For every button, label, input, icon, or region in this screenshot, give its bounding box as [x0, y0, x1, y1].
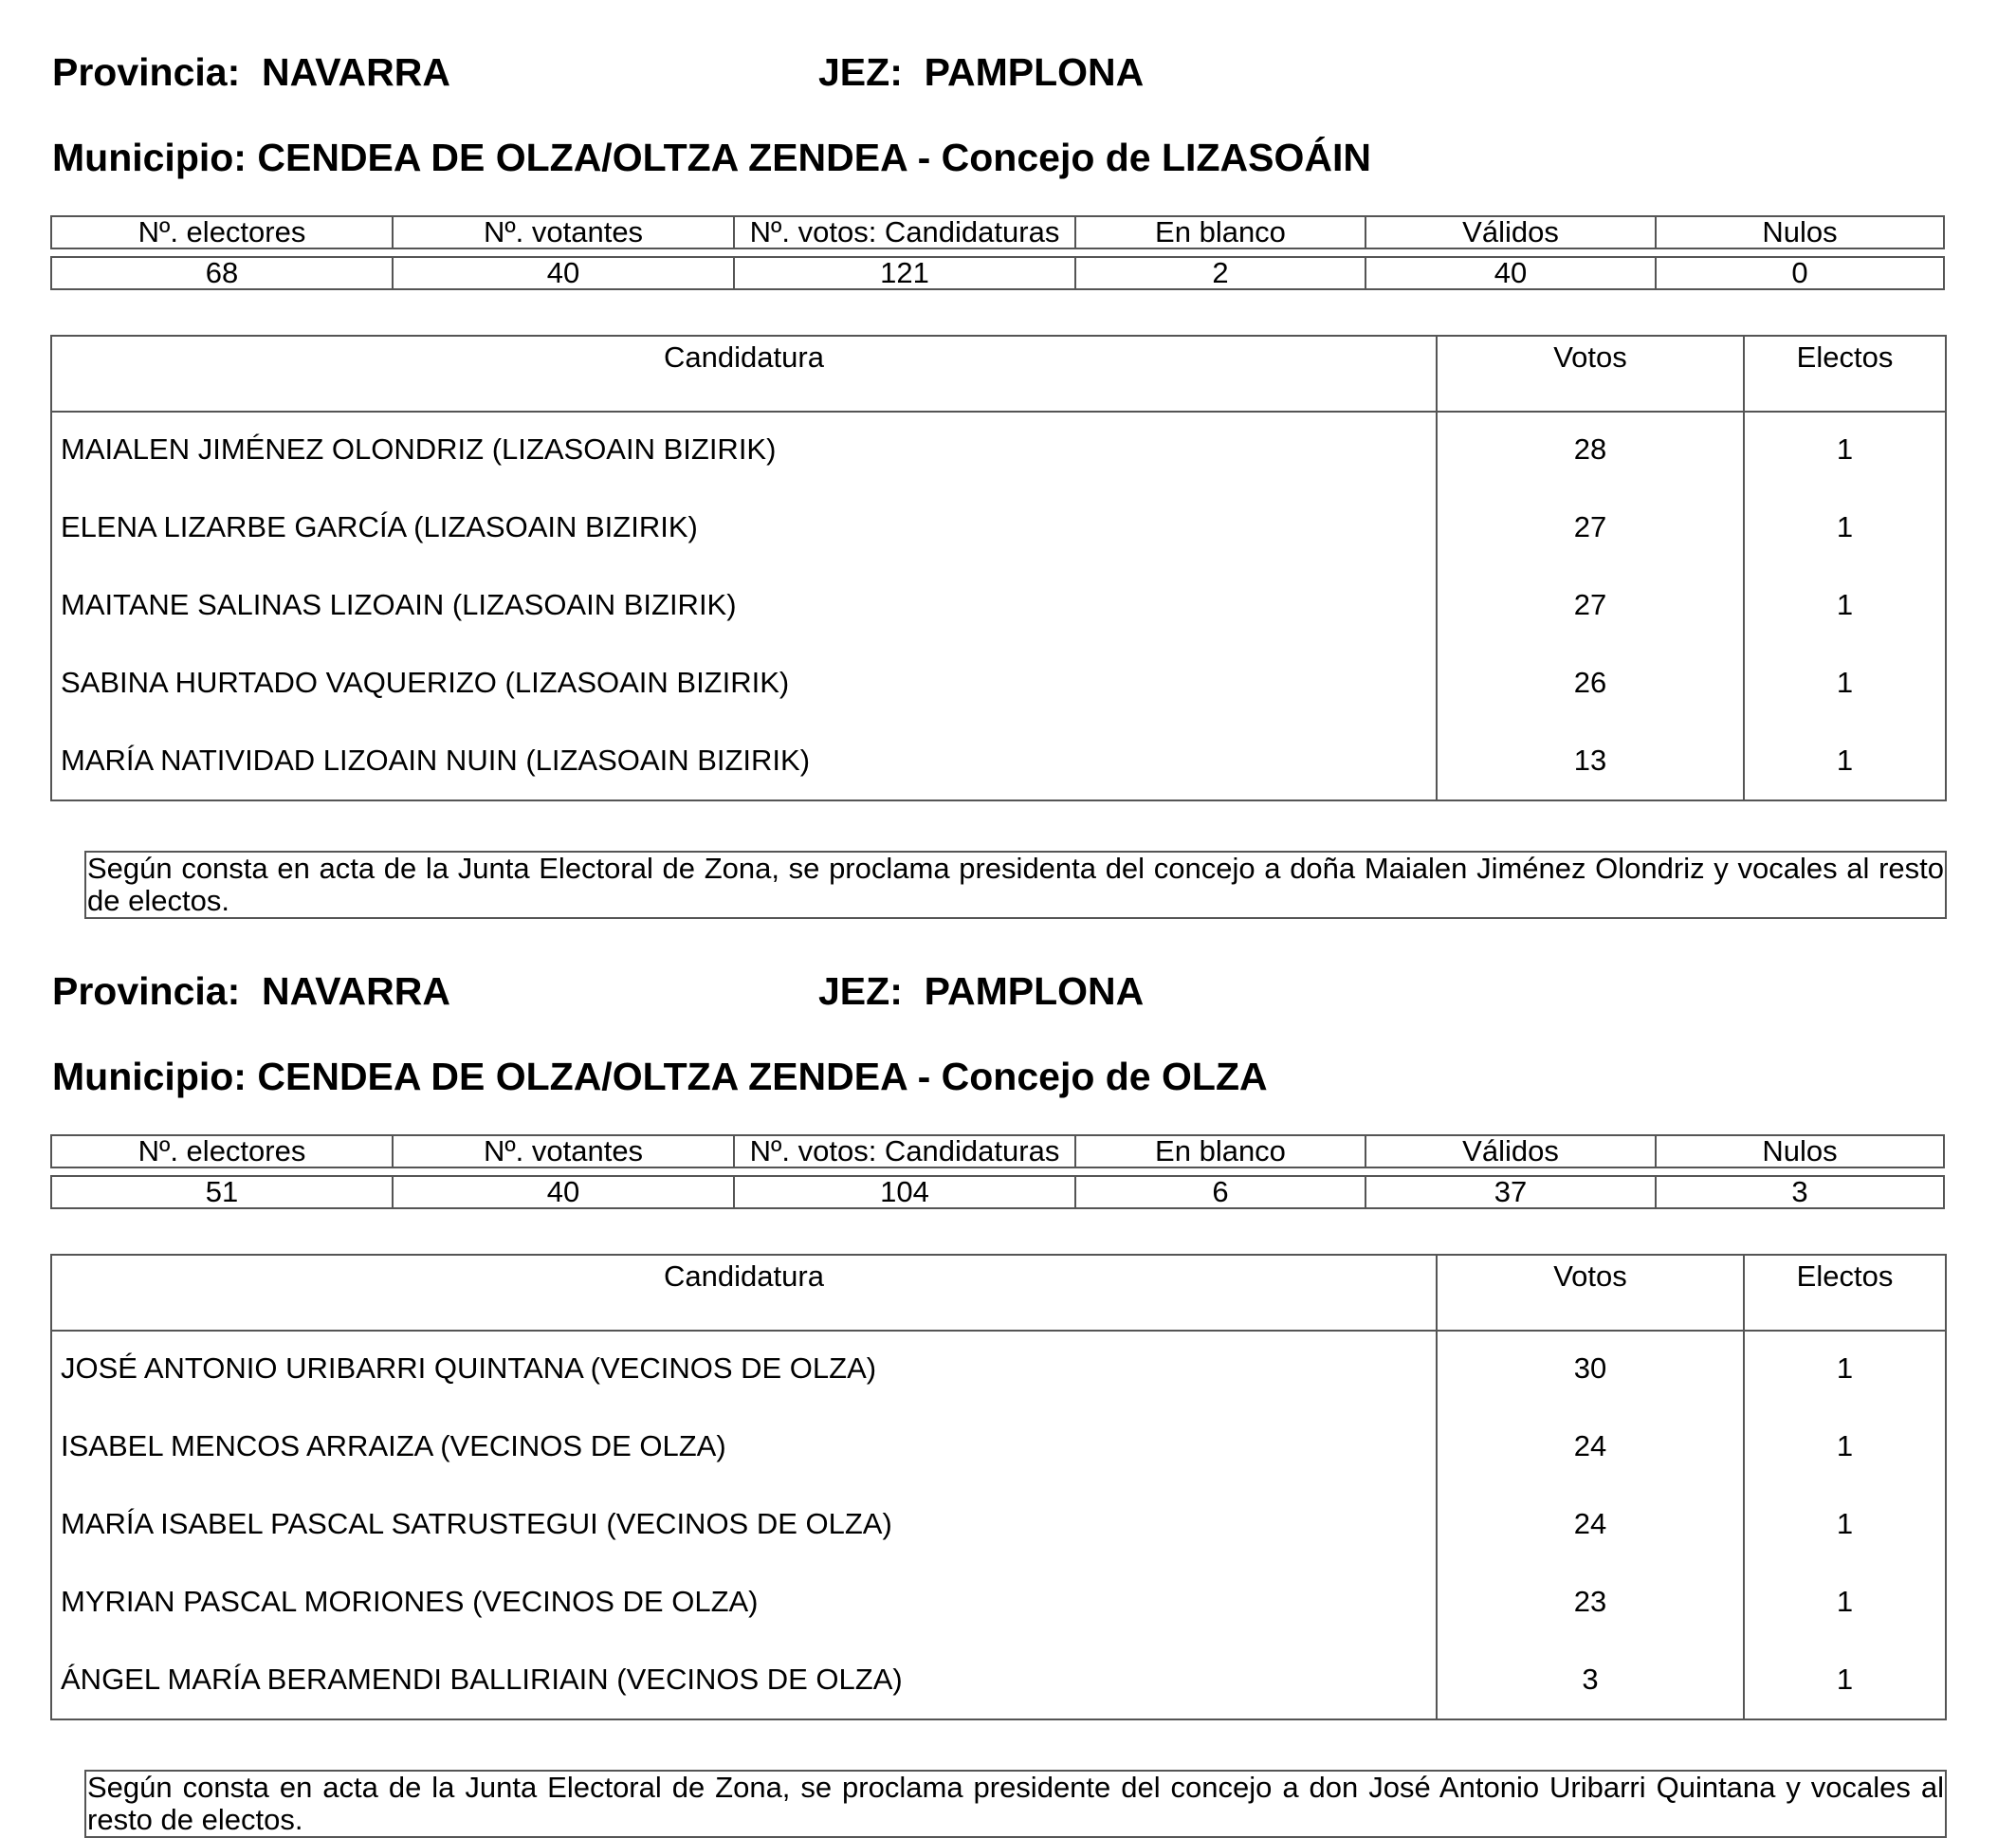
candidate-electos: 1 — [1836, 666, 1854, 699]
summary-value-cell: 2 — [1074, 256, 1366, 290]
municipio-label: Municipio: — [52, 136, 247, 179]
summary-value-cell: 121 — [733, 256, 1076, 290]
candidate-electos: 1 — [1836, 1429, 1854, 1462]
jez-label: JEZ: — [818, 50, 903, 94]
summary-header-cell: Nulos — [1655, 215, 1945, 249]
candidate-votos: 28 — [1573, 432, 1607, 466]
table-row — [52, 722, 1945, 800]
jez-value: PAMPLONA — [924, 50, 1145, 94]
candidates-table-header — [52, 337, 1945, 413]
summary-header-cell: Nº. votantes — [392, 215, 735, 249]
table-row — [52, 644, 1945, 722]
header-electos: Electos — [1796, 340, 1894, 374]
proclamation-note: Según consta en acta de la Junta Electoral de Zona, se proclama presidente del concejo a don José Antonio Uribarri Quintana y vocales al resto de electos. — [84, 1770, 1947, 1838]
summary-value-cell: 51 — [50, 1175, 394, 1209]
candidate-votos: 24 — [1573, 1429, 1607, 1462]
candidates-table — [50, 1254, 1947, 1720]
header-candidatura: Candidatura — [664, 1259, 824, 1293]
candidate-name: SABINA HURTADO VAQUERIZO (LIZASOAIN BIZIRIK) — [61, 666, 790, 699]
candidate-name: ELENA LIZARBE GARCÍA (LIZASOAIN BIZIRIK) — [61, 510, 698, 543]
candidate-electos: 1 — [1836, 1507, 1854, 1540]
header-candidatura: Candidatura — [664, 340, 824, 374]
candidate-name: MYRIAN PASCAL MORIONES (VECINOS DE OLZA) — [61, 1585, 759, 1618]
summary-header-cell: Nº. votantes — [392, 1134, 735, 1168]
table-row — [52, 488, 1945, 566]
candidate-votos: 23 — [1573, 1585, 1607, 1618]
candidate-votos: 26 — [1573, 666, 1607, 699]
summary-value-row — [50, 256, 1947, 290]
summary-value-row — [50, 1175, 1947, 1209]
candidate-name: MAITANE SALINAS LIZOAIN (LIZASOAIN BIZIRIK) — [61, 588, 737, 621]
header-votos: Votos — [1553, 340, 1627, 374]
candidates-table-header — [52, 1256, 1945, 1332]
table-row — [52, 566, 1945, 644]
candidate-name: MARÍA ISABEL PASCAL SATRUSTEGUI (VECINOS DE OLZA) — [61, 1507, 892, 1540]
candidate-votos: 3 — [1582, 1663, 1599, 1696]
municipio-heading — [52, 136, 1371, 179]
summary-value-cell: 40 — [392, 256, 735, 290]
municipio-label: Municipio: — [52, 1055, 247, 1098]
candidate-electos: 1 — [1836, 432, 1854, 466]
table-row — [52, 1407, 1945, 1485]
candidate-votos: 13 — [1573, 744, 1607, 777]
summary-value-cell: 6 — [1074, 1175, 1366, 1209]
table-row — [52, 1563, 1945, 1641]
table-row — [52, 411, 1945, 488]
summary-header-cell: Nº. votos: Candidaturas — [733, 1134, 1076, 1168]
candidate-votos: 27 — [1573, 588, 1607, 621]
summary-header-cell: Nº. electores — [50, 1134, 394, 1168]
candidate-votos: 27 — [1573, 510, 1607, 543]
summary-header-cell: Válidos — [1365, 1134, 1657, 1168]
summary-value-cell: 68 — [50, 256, 394, 290]
candidate-electos: 1 — [1836, 510, 1854, 543]
provincia-label: Provincia: — [52, 969, 241, 1013]
summary-header-row — [50, 215, 1947, 249]
candidate-votos: 30 — [1573, 1351, 1607, 1385]
summary-header-row — [50, 1134, 1947, 1168]
candidate-electos: 1 — [1836, 1351, 1854, 1385]
candidate-electos: 1 — [1836, 1663, 1854, 1696]
candidate-electos: 1 — [1836, 1585, 1854, 1618]
candidate-name: ÁNGEL MARÍA BERAMENDI BALLIRIAIN (VECINOS DE OLZA) — [61, 1663, 903, 1696]
summary-value-cell: 104 — [733, 1175, 1076, 1209]
summary-value-cell: 3 — [1655, 1175, 1945, 1209]
provincia-value: NAVARRA — [262, 50, 450, 94]
provincia-label: Provincia: — [52, 50, 241, 94]
candidate-name: JOSÉ ANTONIO URIBARRI QUINTANA (VECINOS DE OLZA) — [61, 1351, 877, 1385]
summary-header-cell: Válidos — [1365, 215, 1657, 249]
summary-header-cell: Nulos — [1655, 1134, 1945, 1168]
table-row — [52, 1330, 1945, 1407]
summary-header-cell: Nº. electores — [50, 215, 394, 249]
candidate-electos: 1 — [1836, 588, 1854, 621]
jez-heading — [818, 50, 1144, 94]
summary-header-cell: En blanco — [1074, 1134, 1366, 1168]
municipio-value: CENDEA DE OLZA/OLTZA ZENDEA - Concejo de OLZA — [257, 1055, 1268, 1098]
header-electos: Electos — [1796, 1259, 1894, 1293]
summary-value-cell: 40 — [1365, 256, 1657, 290]
summary-value-cell: 37 — [1365, 1175, 1657, 1209]
jez-label: JEZ: — [818, 969, 903, 1013]
candidate-votos: 24 — [1573, 1507, 1607, 1540]
candidate-name: MARÍA NATIVIDAD LIZOAIN NUIN (LIZASOAIN BIZIRIK) — [61, 744, 811, 777]
candidate-name: ISABEL MENCOS ARRAIZA (VECINOS DE OLZA) — [61, 1429, 726, 1462]
municipio-value: CENDEA DE OLZA/OLTZA ZENDEA - Concejo de LIZASOÁIN — [257, 136, 1371, 179]
header-votos: Votos — [1553, 1259, 1627, 1293]
jez-heading — [818, 969, 1144, 1013]
candidate-name: MAIALEN JIMÉNEZ OLONDRIZ (LIZASOAIN BIZIRIK) — [61, 432, 777, 466]
provincia-heading — [52, 969, 450, 1013]
table-row — [52, 1485, 1945, 1563]
table-row — [52, 1641, 1945, 1719]
candidates-table — [50, 335, 1947, 801]
summary-header-cell: Nº. votos: Candidaturas — [733, 215, 1076, 249]
provincia-heading — [52, 50, 450, 94]
provincia-value: NAVARRA — [262, 969, 450, 1013]
municipio-heading — [52, 1055, 1268, 1098]
proclamation-note: Según consta en acta de la Junta Electoral de Zona, se proclama presidenta del concejo a doña Maialen Jiménez Olondriz y vocales al resto de electos. — [84, 851, 1947, 919]
concejo-section-1 — [0, 0, 2016, 917]
concejo-section-2 — [0, 919, 2016, 1836]
candidate-electos: 1 — [1836, 744, 1854, 777]
summary-value-cell: 0 — [1655, 256, 1945, 290]
summary-value-cell: 40 — [392, 1175, 735, 1209]
jez-value: PAMPLONA — [924, 969, 1145, 1013]
summary-header-cell: En blanco — [1074, 215, 1366, 249]
